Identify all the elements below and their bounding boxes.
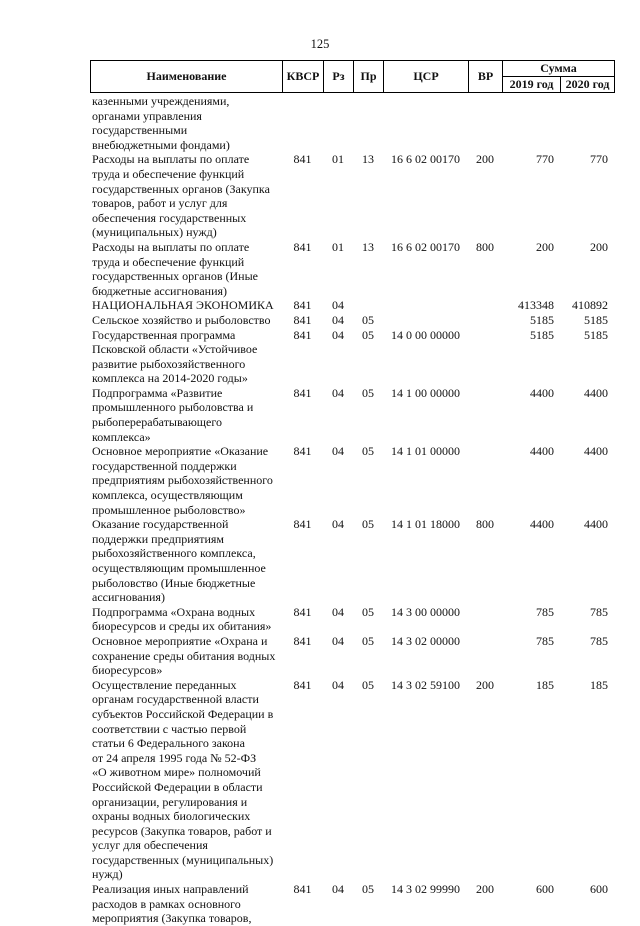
row-sum-2019: 5185 [530, 312, 554, 327]
row-rz: 04 [332, 444, 344, 459]
row-kvsr: 841 [293, 152, 312, 167]
table-row [90, 605, 614, 634]
row-vr: 800 [476, 517, 494, 532]
row-sum-2020: 785 [590, 633, 608, 648]
page-number: 125 [310, 37, 330, 51]
table-row [90, 386, 614, 444]
table-row [90, 882, 614, 926]
row-pr: 13 [362, 239, 374, 254]
row-sum-2019: 200 [536, 239, 554, 254]
row-rz: 04 [332, 327, 344, 342]
row-name: казенными учреждениями, органами управления государственными внебюджетными фондами) [92, 94, 230, 152]
row-sum-2020: 5185 [584, 327, 608, 342]
row-name: Сельское хозяйство и рыболовство [92, 312, 271, 327]
row-pr: 05 [362, 604, 374, 619]
row-csr: 16 6 02 00170 [391, 152, 460, 167]
row-rz: 04 [332, 298, 344, 313]
table-row [90, 240, 614, 298]
row-kvsr: 841 [293, 239, 312, 254]
row-sum-2020: 4400 [584, 385, 608, 400]
row-csr: 14 3 02 59100 [391, 677, 460, 692]
row-sum-2019: 4400 [530, 385, 554, 400]
row-sum-2019: 4400 [530, 517, 554, 532]
row-vr: 200 [476, 152, 494, 167]
row-csr: 14 3 02 00000 [391, 633, 460, 648]
row-kvsr: 841 [293, 517, 312, 532]
row-rz: 04 [332, 604, 344, 619]
row-name: Расходы на выплаты по оплате труда и обеспечение функций государственных органов (Закупка товаров, работ и услуг для обеспечения государственных (муниципальных) нужд) [92, 152, 270, 240]
row-rz: 04 [332, 677, 344, 692]
row-name: Подпрограмма «Охрана водных биоресурсов и среды их обитания» [92, 604, 272, 634]
row-name: Основное мероприятие «Оказание государственной поддержки предприятиям рыбохозяйственного комплекса, осуществляющим промышленное рыболовство» [92, 444, 273, 517]
row-pr: 05 [362, 633, 374, 648]
header-sum: Сумма [503, 61, 615, 77]
row-sum-2020: 770 [590, 152, 608, 167]
row-kvsr: 841 [293, 604, 312, 619]
table-row [90, 313, 614, 328]
row-sum-2020: 410892 [572, 298, 608, 313]
row-name: Расходы на выплаты по оплате труда и обеспечение функций государственных органов (Иные бюджетные ассигнования) [92, 239, 258, 298]
row-sum-2020: 4400 [584, 444, 608, 459]
row-pr: 05 [362, 385, 374, 400]
row-rz: 04 [332, 882, 344, 897]
row-sum-2019: 4400 [530, 444, 554, 459]
header-2020: 2020 год [561, 77, 615, 93]
header-2019: 2019 год [503, 77, 561, 93]
row-kvsr: 841 [293, 633, 312, 648]
header-vr: ВР [469, 61, 503, 93]
row-kvsr: 841 [293, 312, 312, 327]
row-rz: 01 [332, 239, 344, 254]
row-name: Подпрограмма «Развитие промышленного рыболовства и рыбоперерабатывающего комплекса» [92, 385, 254, 444]
row-rz: 04 [332, 517, 344, 532]
row-sum-2019: 600 [536, 882, 554, 897]
row-csr: 14 1 00 00000 [391, 385, 460, 400]
row-name: Реализация иных направлений расходов в рамках основного мероприятия (Закупка товаров, [92, 882, 252, 926]
row-sum-2019: 185 [536, 677, 554, 692]
table-row [90, 678, 614, 882]
row-pr: 05 [362, 312, 374, 327]
row-sum-2020: 5185 [584, 312, 608, 327]
table-header [90, 60, 615, 93]
row-rz: 01 [332, 152, 344, 167]
row-sum-2020: 4400 [584, 517, 608, 532]
row-sum-2019: 785 [536, 633, 554, 648]
table-row [90, 152, 614, 240]
row-pr: 05 [362, 882, 374, 897]
table-row [90, 94, 614, 152]
table-row [90, 298, 614, 313]
row-sum-2020: 185 [590, 677, 608, 692]
row-name: НАЦИОНАЛЬНАЯ ЭКОНОМИКА [92, 298, 274, 313]
row-sum-2019: 413348 [518, 298, 554, 313]
row-name: Оказание государственной поддержки предприятиям рыбохозяйственного комплекса, осуществляющим промышленное рыболовство (Иные бюджетные ассигнования) [92, 517, 266, 605]
row-pr: 05 [362, 444, 374, 459]
table-body [90, 94, 614, 926]
table-row [90, 328, 614, 386]
row-vr: 200 [476, 677, 494, 692]
row-sum-2020: 785 [590, 604, 608, 619]
header-csr: ЦСР [384, 61, 469, 93]
row-sum-2020: 600 [590, 882, 608, 897]
row-kvsr: 841 [293, 882, 312, 897]
row-csr: 14 3 02 99990 [391, 882, 460, 897]
row-sum-2020: 200 [590, 239, 608, 254]
row-sum-2019: 5185 [530, 327, 554, 342]
row-pr: 05 [362, 327, 374, 342]
row-pr: 05 [362, 517, 374, 532]
row-csr: 14 0 00 00000 [391, 327, 460, 342]
header-pr: Пр [354, 61, 384, 93]
row-rz: 04 [332, 385, 344, 400]
row-sum-2019: 770 [536, 152, 554, 167]
row-vr: 800 [476, 239, 494, 254]
header-rz: Рз [324, 61, 354, 93]
row-kvsr: 841 [293, 298, 312, 313]
header-name: Наименование [91, 61, 283, 93]
row-kvsr: 841 [293, 444, 312, 459]
table-row [90, 517, 614, 605]
row-kvsr: 841 [293, 385, 312, 400]
row-csr: 14 1 01 00000 [391, 444, 460, 459]
row-name: Государственная программа Псковской области «Устойчивое развитие рыбохозяйственного комплекса на 2014-2020 годы» [92, 327, 258, 386]
row-rz: 04 [332, 312, 344, 327]
row-kvsr: 841 [293, 327, 312, 342]
row-csr: 14 3 00 00000 [391, 604, 460, 619]
table-row [90, 634, 614, 678]
row-csr: 16 6 02 00170 [391, 239, 460, 254]
row-name: Осуществление переданных органам государственной власти субъектов Российской Федерации в соответствии с частью первой статьи 6 Федерального закона от 24 апреля 1995 года № 52-ФЗ «О животном мире» полномочий Российской Федерации в области организации, регулирования и охраны водных биологических ресурсов (Закупка товаров, работ и услуг для обеспечения государственных (муниципальных) нужд) [92, 677, 274, 882]
row-rz: 04 [332, 633, 344, 648]
row-kvsr: 841 [293, 677, 312, 692]
table-row [90, 444, 614, 517]
row-pr: 05 [362, 677, 374, 692]
row-sum-2019: 785 [536, 604, 554, 619]
row-name: Основное мероприятие «Охрана и сохранение среды обитания водных биоресурсов» [92, 633, 276, 678]
row-vr: 200 [476, 882, 494, 897]
row-csr: 14 1 01 18000 [391, 517, 460, 532]
row-pr: 13 [362, 152, 374, 167]
header-kvsr: КВСР [283, 61, 324, 93]
